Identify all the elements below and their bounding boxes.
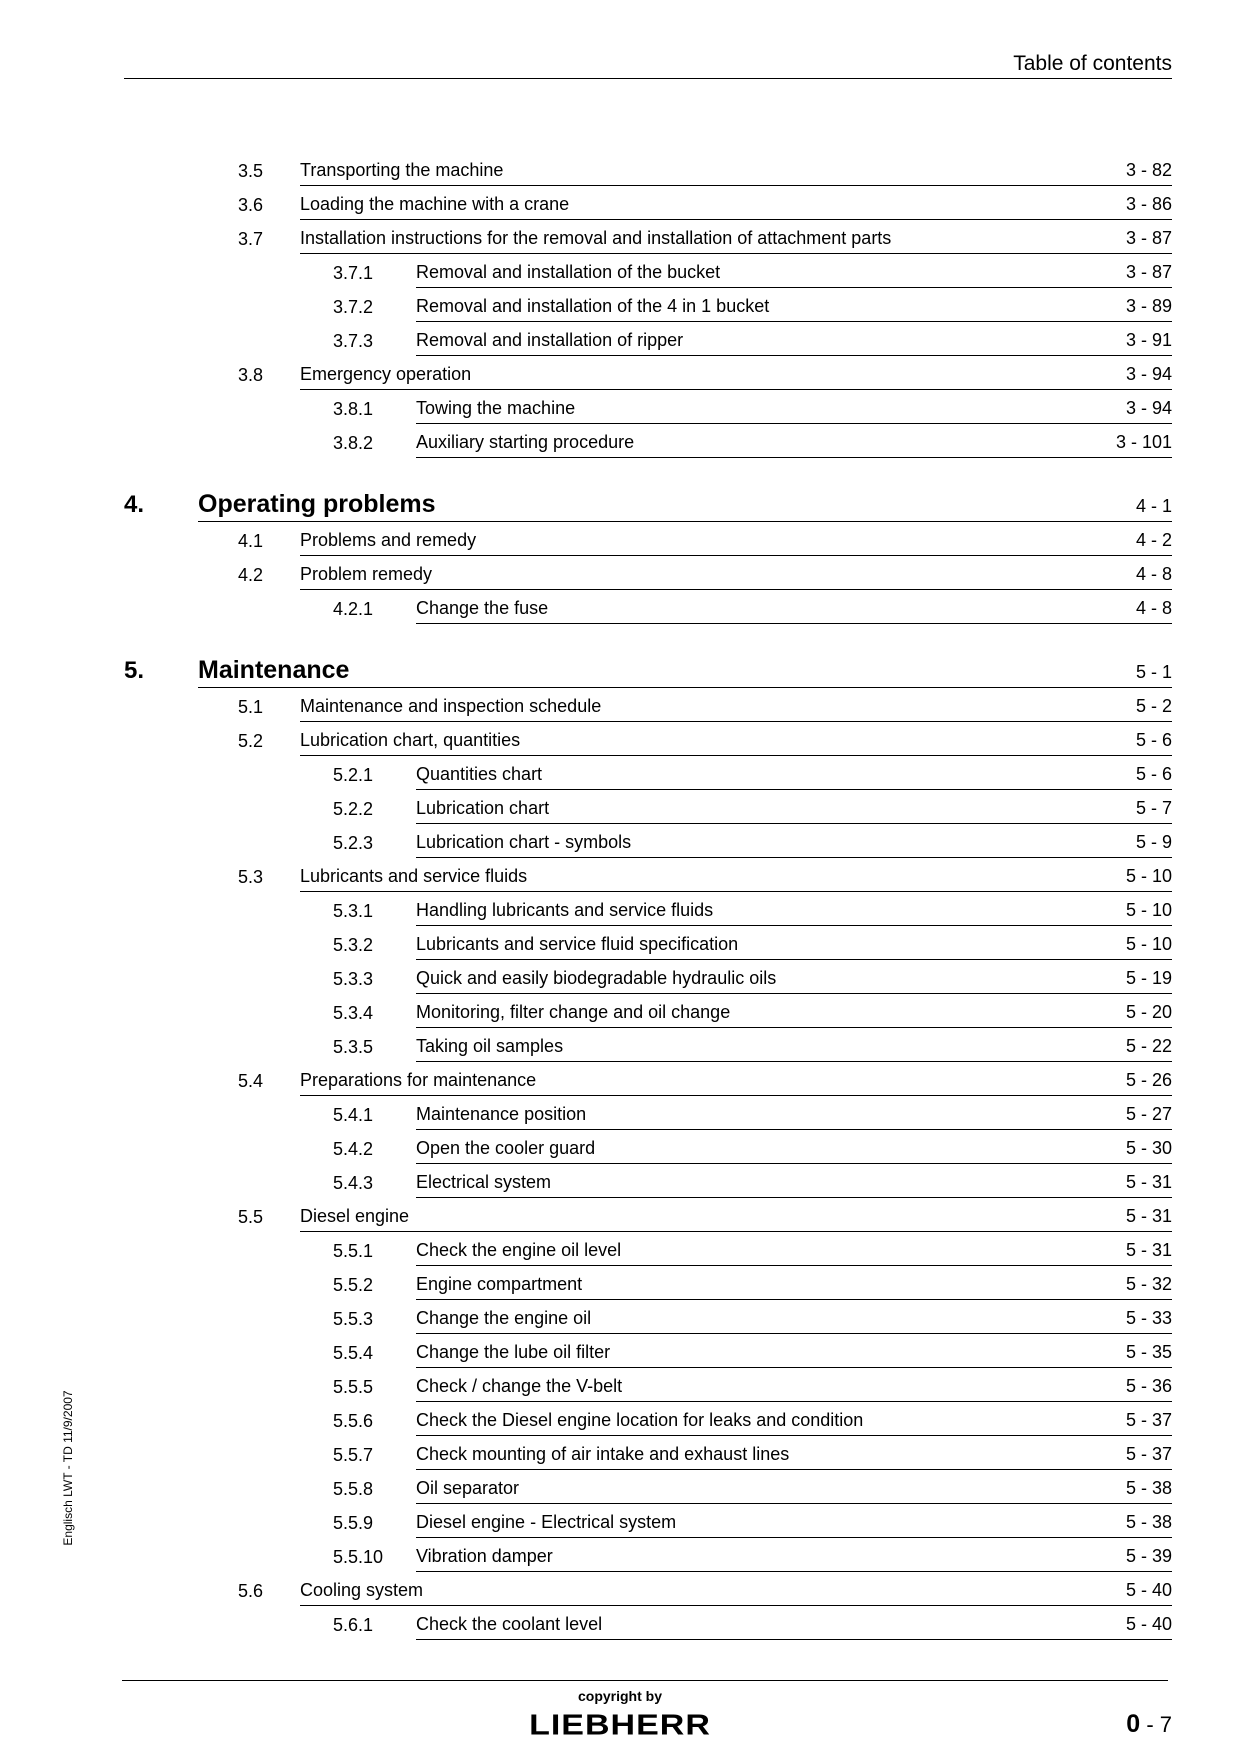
toc-entry-row[interactable] [124, 1436, 1172, 1470]
toc-entry-line [300, 1062, 1172, 1096]
toc-entry-row[interactable] [124, 824, 1172, 858]
toc-entry-row[interactable] [124, 1504, 1172, 1538]
toc-entry-title: Removal and installation of the 4 in 1 bucket [416, 296, 770, 316]
toc-entry-line [416, 590, 1172, 624]
toc-entry-line [198, 484, 1172, 522]
toc-entry-number: 5.3 [238, 867, 264, 887]
toc-entry-row[interactable] [124, 152, 1172, 186]
toc-entry-title: Handling lubricants and service fluids [416, 900, 714, 920]
toc-entry-row[interactable] [124, 688, 1172, 722]
toc-entry-page: 5 - 38 [1125, 1478, 1172, 1498]
toc-entry-number: 5.5.6 [333, 1411, 374, 1431]
toc-entry-number: 5.6.1 [333, 1615, 374, 1635]
toc-entry-title: Lubrication chart [416, 798, 550, 818]
toc-entry-line [300, 556, 1172, 590]
toc-entry-title: Change the fuse [416, 598, 549, 618]
toc-entry-number: 5.2.3 [333, 833, 374, 853]
toc-entry-title: Engine compartment [416, 1274, 583, 1294]
toc-chapter-row[interactable] [124, 484, 1172, 522]
toc-entry-number: 3.6 [238, 195, 264, 215]
toc-entry-number: 5.4 [238, 1071, 264, 1091]
toc-entry-title: Check the Diesel engine location for leaks and condition [416, 1410, 864, 1430]
toc-entry-number: 5.4.2 [333, 1139, 374, 1159]
toc-entry-line [300, 688, 1172, 722]
toc-entry-row[interactable] [124, 254, 1172, 288]
toc-entry-page: 5 - 40 [1125, 1614, 1172, 1634]
toc-entry-row[interactable] [124, 756, 1172, 790]
toc-entry-line [416, 1266, 1172, 1300]
toc-entry-row[interactable] [124, 1572, 1172, 1606]
toc-entry-page: 4 - 8 [1135, 564, 1172, 584]
toc-entry-number: 3.7 [238, 229, 264, 249]
toc-entry-title: Maintenance and inspection schedule [300, 696, 602, 716]
toc-entry-title: Monitoring, filter change and oil change [416, 1002, 731, 1022]
liebherr-logo: LIEBHERR [529, 1708, 711, 1742]
toc-entry-line [416, 322, 1172, 356]
toc-entry-line [416, 1028, 1172, 1062]
toc-entry-title: Loading the machine with a crane [300, 194, 570, 214]
toc-entry-title: Quick and easily biodegradable hydraulic oils [416, 968, 777, 988]
toc-entry-row[interactable] [124, 858, 1172, 892]
toc-entry-title: Problems and remedy [300, 530, 477, 550]
toc-entry-line [416, 1470, 1172, 1504]
toc-entry-number: 5.5.2 [333, 1275, 374, 1295]
toc-entry-row[interactable] [124, 1334, 1172, 1368]
toc-entry-title: Diesel engine [300, 1206, 410, 1226]
toc-entry-line [416, 790, 1172, 824]
toc-entry-line [416, 254, 1172, 288]
toc-entry-page: 3 - 94 [1125, 364, 1172, 384]
toc-entry-row[interactable] [124, 522, 1172, 556]
toc-entry-page: 5 - 40 [1125, 1580, 1172, 1600]
toc-entry-page: 5 - 19 [1125, 968, 1172, 988]
toc-entry-line [300, 1572, 1172, 1606]
toc-entry-line [416, 892, 1172, 926]
toc-entry-line [416, 1538, 1172, 1572]
toc-entry-number: 4. [124, 491, 145, 518]
toc-entry-row[interactable] [124, 722, 1172, 756]
page-number-chapter: 0 [1126, 1710, 1141, 1738]
toc-entry-line [416, 1436, 1172, 1470]
toc-entry-number: 5.5.4 [333, 1343, 374, 1363]
toc-entry-line [416, 1402, 1172, 1436]
toc-entry-row[interactable] [124, 994, 1172, 1028]
toc-entry-page: 5 - 22 [1125, 1036, 1172, 1056]
toc-entry-line [416, 1368, 1172, 1402]
toc-entry-row[interactable] [124, 1402, 1172, 1436]
toc-entry-title: Emergency operation [300, 364, 472, 384]
toc-entry-page: 5 - 2 [1135, 696, 1172, 716]
toc-entry-number: 4.2.1 [333, 599, 374, 619]
copyright-label: copyright by [577, 1688, 662, 1704]
toc-entry-number: 5.5.7 [333, 1445, 374, 1465]
toc-entry-title: Lubricants and service fluid specification [416, 934, 739, 954]
toc-entry-row[interactable] [124, 322, 1172, 356]
toc-entry-number: 5.4.3 [333, 1173, 374, 1193]
toc-entry-line [300, 522, 1172, 556]
toc-entry-number: 4.2 [238, 565, 264, 585]
toc-entry-page: 3 - 89 [1125, 296, 1172, 316]
toc-entry-page: 5 - 38 [1125, 1512, 1172, 1532]
toc-entry-line [416, 960, 1172, 994]
toc-entry-page: 3 - 94 [1125, 398, 1172, 418]
toc-entry-page: 5 - 30 [1125, 1138, 1172, 1158]
toc-entry-page: 5 - 31 [1125, 1206, 1172, 1226]
page-number-suffix: - 7 [1140, 1712, 1172, 1737]
toc-entry-title: Check the coolant level [416, 1614, 603, 1634]
toc-entry-row[interactable] [124, 356, 1172, 390]
toc-entry-title: Lubricants and service fluids [300, 866, 528, 886]
toc-entry-page: 3 - 86 [1125, 194, 1172, 214]
toc-entry-line [416, 1606, 1172, 1640]
toc-entry-title: Check mounting of air intake and exhaust lines [416, 1444, 790, 1464]
toc-entry-page: 5 - 33 [1125, 1308, 1172, 1328]
toc-entry-page: 4 - 8 [1135, 598, 1172, 618]
toc-entry-page: 5 - 9 [1135, 832, 1172, 852]
toc-entry-row[interactable] [124, 1606, 1172, 1640]
toc-entry-row[interactable] [124, 288, 1172, 322]
toc-entry-line [416, 1334, 1172, 1368]
toc-entry-row[interactable] [124, 1130, 1172, 1164]
toc-entry-page: 5 - 36 [1125, 1376, 1172, 1396]
toc-entry-page: 5 - 6 [1135, 730, 1172, 750]
toc-entry-title: Taking oil samples [416, 1036, 564, 1056]
toc-entry-line [416, 288, 1172, 322]
toc-entry-line [416, 390, 1172, 424]
toc-entry-row[interactable] [124, 590, 1172, 624]
table-of-contents [124, 152, 1172, 1640]
toc-entry-title: Lubrication chart, quantities [300, 730, 521, 750]
toc-entry-row[interactable] [124, 390, 1172, 424]
toc-entry-row[interactable] [124, 556, 1172, 590]
toc-entry-line [416, 1232, 1172, 1266]
toc-entry-row[interactable] [124, 1232, 1172, 1266]
toc-entry-line [416, 1164, 1172, 1198]
toc-chapter-row[interactable] [124, 650, 1172, 688]
toc-entry-title: Maintenance position [416, 1104, 587, 1124]
toc-entry-number: 5.3.3 [333, 969, 374, 989]
toc-entry-page: 5 - 37 [1125, 1444, 1172, 1464]
toc-entry-title: Transporting the machine [300, 160, 504, 180]
toc-entry-number: 5.2.1 [333, 765, 374, 785]
toc-entry-page: 3 - 87 [1125, 262, 1172, 282]
toc-entry-number: 5.5.3 [333, 1309, 374, 1329]
toc-entry-number: 5. [124, 657, 145, 684]
toc-entry-line [300, 1198, 1172, 1232]
toc-entry-page: 4 - 1 [1135, 496, 1172, 516]
toc-entry-line [416, 1096, 1172, 1130]
toc-entry-row[interactable] [124, 1164, 1172, 1198]
toc-entry-line [416, 824, 1172, 858]
toc-entry-number: 5.5.8 [333, 1479, 374, 1499]
toc-entry-row[interactable] [124, 1538, 1172, 1572]
toc-entry-title: Removal and installation of the bucket [416, 262, 721, 282]
toc-entry-page: 3 - 91 [1125, 330, 1172, 350]
toc-entry-page: 5 - 26 [1125, 1070, 1172, 1090]
toc-entry-number: 5.3.1 [333, 901, 374, 921]
toc-entry-title: Auxiliary starting procedure [416, 432, 635, 452]
toc-entry-number: 5.5.5 [333, 1377, 374, 1397]
toc-entry-line [416, 1504, 1172, 1538]
toc-entry-row[interactable] [124, 1062, 1172, 1096]
toc-entry-title: Problem remedy [300, 564, 433, 584]
toc-entry-number: 5.1 [238, 697, 264, 717]
toc-entry-number: 5.2.2 [333, 799, 374, 819]
toc-entry-row[interactable] [124, 1028, 1172, 1062]
toc-entry-number: 5.5.9 [333, 1513, 374, 1533]
toc-entry-row[interactable] [124, 220, 1172, 254]
toc-entry-line [300, 152, 1172, 186]
toc-entry-row[interactable] [124, 926, 1172, 960]
toc-entry-page: 5 - 10 [1125, 866, 1172, 886]
toc-entry-line [416, 1300, 1172, 1334]
toc-entry-page: 5 - 7 [1135, 798, 1172, 818]
toc-entry-number: 3.8.2 [333, 433, 374, 453]
toc-entry-page: 5 - 27 [1125, 1104, 1172, 1124]
toc-entry-row[interactable] [124, 1096, 1172, 1130]
toc-entry-row[interactable] [124, 892, 1172, 926]
toc-entry-line [300, 186, 1172, 220]
toc-entry-page: 5 - 35 [1125, 1342, 1172, 1362]
toc-entry-number: 3.8 [238, 365, 264, 385]
toc-entry-number: 4.1 [238, 531, 264, 551]
toc-entry-title: Vibration damper [416, 1546, 553, 1566]
toc-entry-title: Check / change the V-belt [416, 1376, 623, 1396]
toc-entry-title: Removal and installation of ripper [416, 330, 684, 350]
toc-entry-title: Electrical system [416, 1172, 552, 1192]
toc-entry-page: 3 - 82 [1125, 160, 1172, 180]
toc-entry-row[interactable] [124, 790, 1172, 824]
page-number [1126, 1710, 1172, 1739]
toc-entry-line [416, 756, 1172, 790]
toc-entry-number: 5.4.1 [333, 1105, 374, 1125]
footer-divider [122, 1680, 1168, 1681]
toc-entry-line [300, 356, 1172, 390]
toc-entry-line [300, 858, 1172, 892]
toc-entry-number: 3.7.2 [333, 297, 374, 317]
toc-entry-page: 5 - 32 [1125, 1274, 1172, 1294]
toc-entry-number: 5.5.10 [333, 1547, 384, 1567]
toc-entry-number: 5.5.1 [333, 1241, 374, 1261]
toc-entry-number: 3.7.1 [333, 263, 374, 283]
toc-entry-title: Change the engine oil [416, 1308, 592, 1328]
toc-entry-title: Quantities chart [416, 764, 543, 784]
toc-entry-number: 3.8.1 [333, 399, 374, 419]
toc-entry-page: 5 - 10 [1125, 934, 1172, 954]
toc-entry-line [416, 424, 1172, 458]
toc-entry-row[interactable] [124, 960, 1172, 994]
page-header-title: Table of contents [1013, 52, 1172, 75]
toc-entry-title: Operating problems [198, 490, 436, 518]
document-revision-note: Englisch LWT - TD 11/9/2007 [61, 1390, 75, 1546]
toc-entry-title: Oil separator [416, 1478, 520, 1498]
toc-entry-title: Installation instructions for the removal and installation of attachment parts [300, 228, 892, 248]
toc-entry-page: 5 - 37 [1125, 1410, 1172, 1430]
header-divider [124, 78, 1172, 79]
toc-entry-row[interactable] [124, 1368, 1172, 1402]
toc-entry-line [416, 994, 1172, 1028]
toc-entry-page: 5 - 1 [1135, 662, 1172, 682]
toc-entry-line [198, 650, 1172, 688]
toc-entry-number: 3.5 [238, 161, 264, 181]
toc-entry-number: 5.3.5 [333, 1037, 374, 1057]
toc-entry-title: Check the engine oil level [416, 1240, 622, 1260]
toc-entry-title: Change the lube oil filter [416, 1342, 611, 1362]
toc-entry-line [300, 220, 1172, 254]
toc-entry-row[interactable] [124, 424, 1172, 458]
toc-entry-title: Lubrication chart - symbols [416, 832, 632, 852]
toc-entry-page: 3 - 101 [1115, 432, 1172, 452]
toc-entry-page: 5 - 20 [1125, 1002, 1172, 1022]
toc-entry-row[interactable] [124, 1470, 1172, 1504]
toc-entry-row[interactable] [124, 186, 1172, 220]
toc-entry-number: 5.3.2 [333, 935, 374, 955]
toc-entry-page: 5 - 31 [1125, 1240, 1172, 1260]
toc-entry-number: 3.7.3 [333, 331, 374, 351]
toc-entry-page: 4 - 2 [1135, 530, 1172, 550]
toc-entry-title: Towing the machine [416, 398, 576, 418]
toc-entry-title: Open the cooler guard [416, 1138, 596, 1158]
toc-entry-line [300, 722, 1172, 756]
toc-entry-page: 5 - 6 [1135, 764, 1172, 784]
toc-entry-page: 3 - 87 [1125, 228, 1172, 248]
toc-entry-title: Diesel engine - Electrical system [416, 1512, 677, 1532]
toc-entry-row[interactable] [124, 1266, 1172, 1300]
toc-entry-number: 5.2 [238, 731, 264, 751]
toc-entry-line [416, 926, 1172, 960]
toc-entry-number: 5.6 [238, 1581, 264, 1601]
toc-entry-row[interactable] [124, 1300, 1172, 1334]
toc-entry-title: Cooling system [300, 1580, 424, 1600]
toc-entry-row[interactable] [124, 1198, 1172, 1232]
toc-entry-line [416, 1130, 1172, 1164]
toc-entry-page: 5 - 10 [1125, 900, 1172, 920]
toc-entry-title: Maintenance [198, 656, 350, 684]
toc-entry-title: Preparations for maintenance [300, 1070, 537, 1090]
toc-entry-page: 5 - 31 [1125, 1172, 1172, 1192]
toc-entry-number: 5.3.4 [333, 1003, 374, 1023]
toc-entry-page: 5 - 39 [1125, 1546, 1172, 1566]
toc-entry-number: 5.5 [238, 1207, 264, 1227]
